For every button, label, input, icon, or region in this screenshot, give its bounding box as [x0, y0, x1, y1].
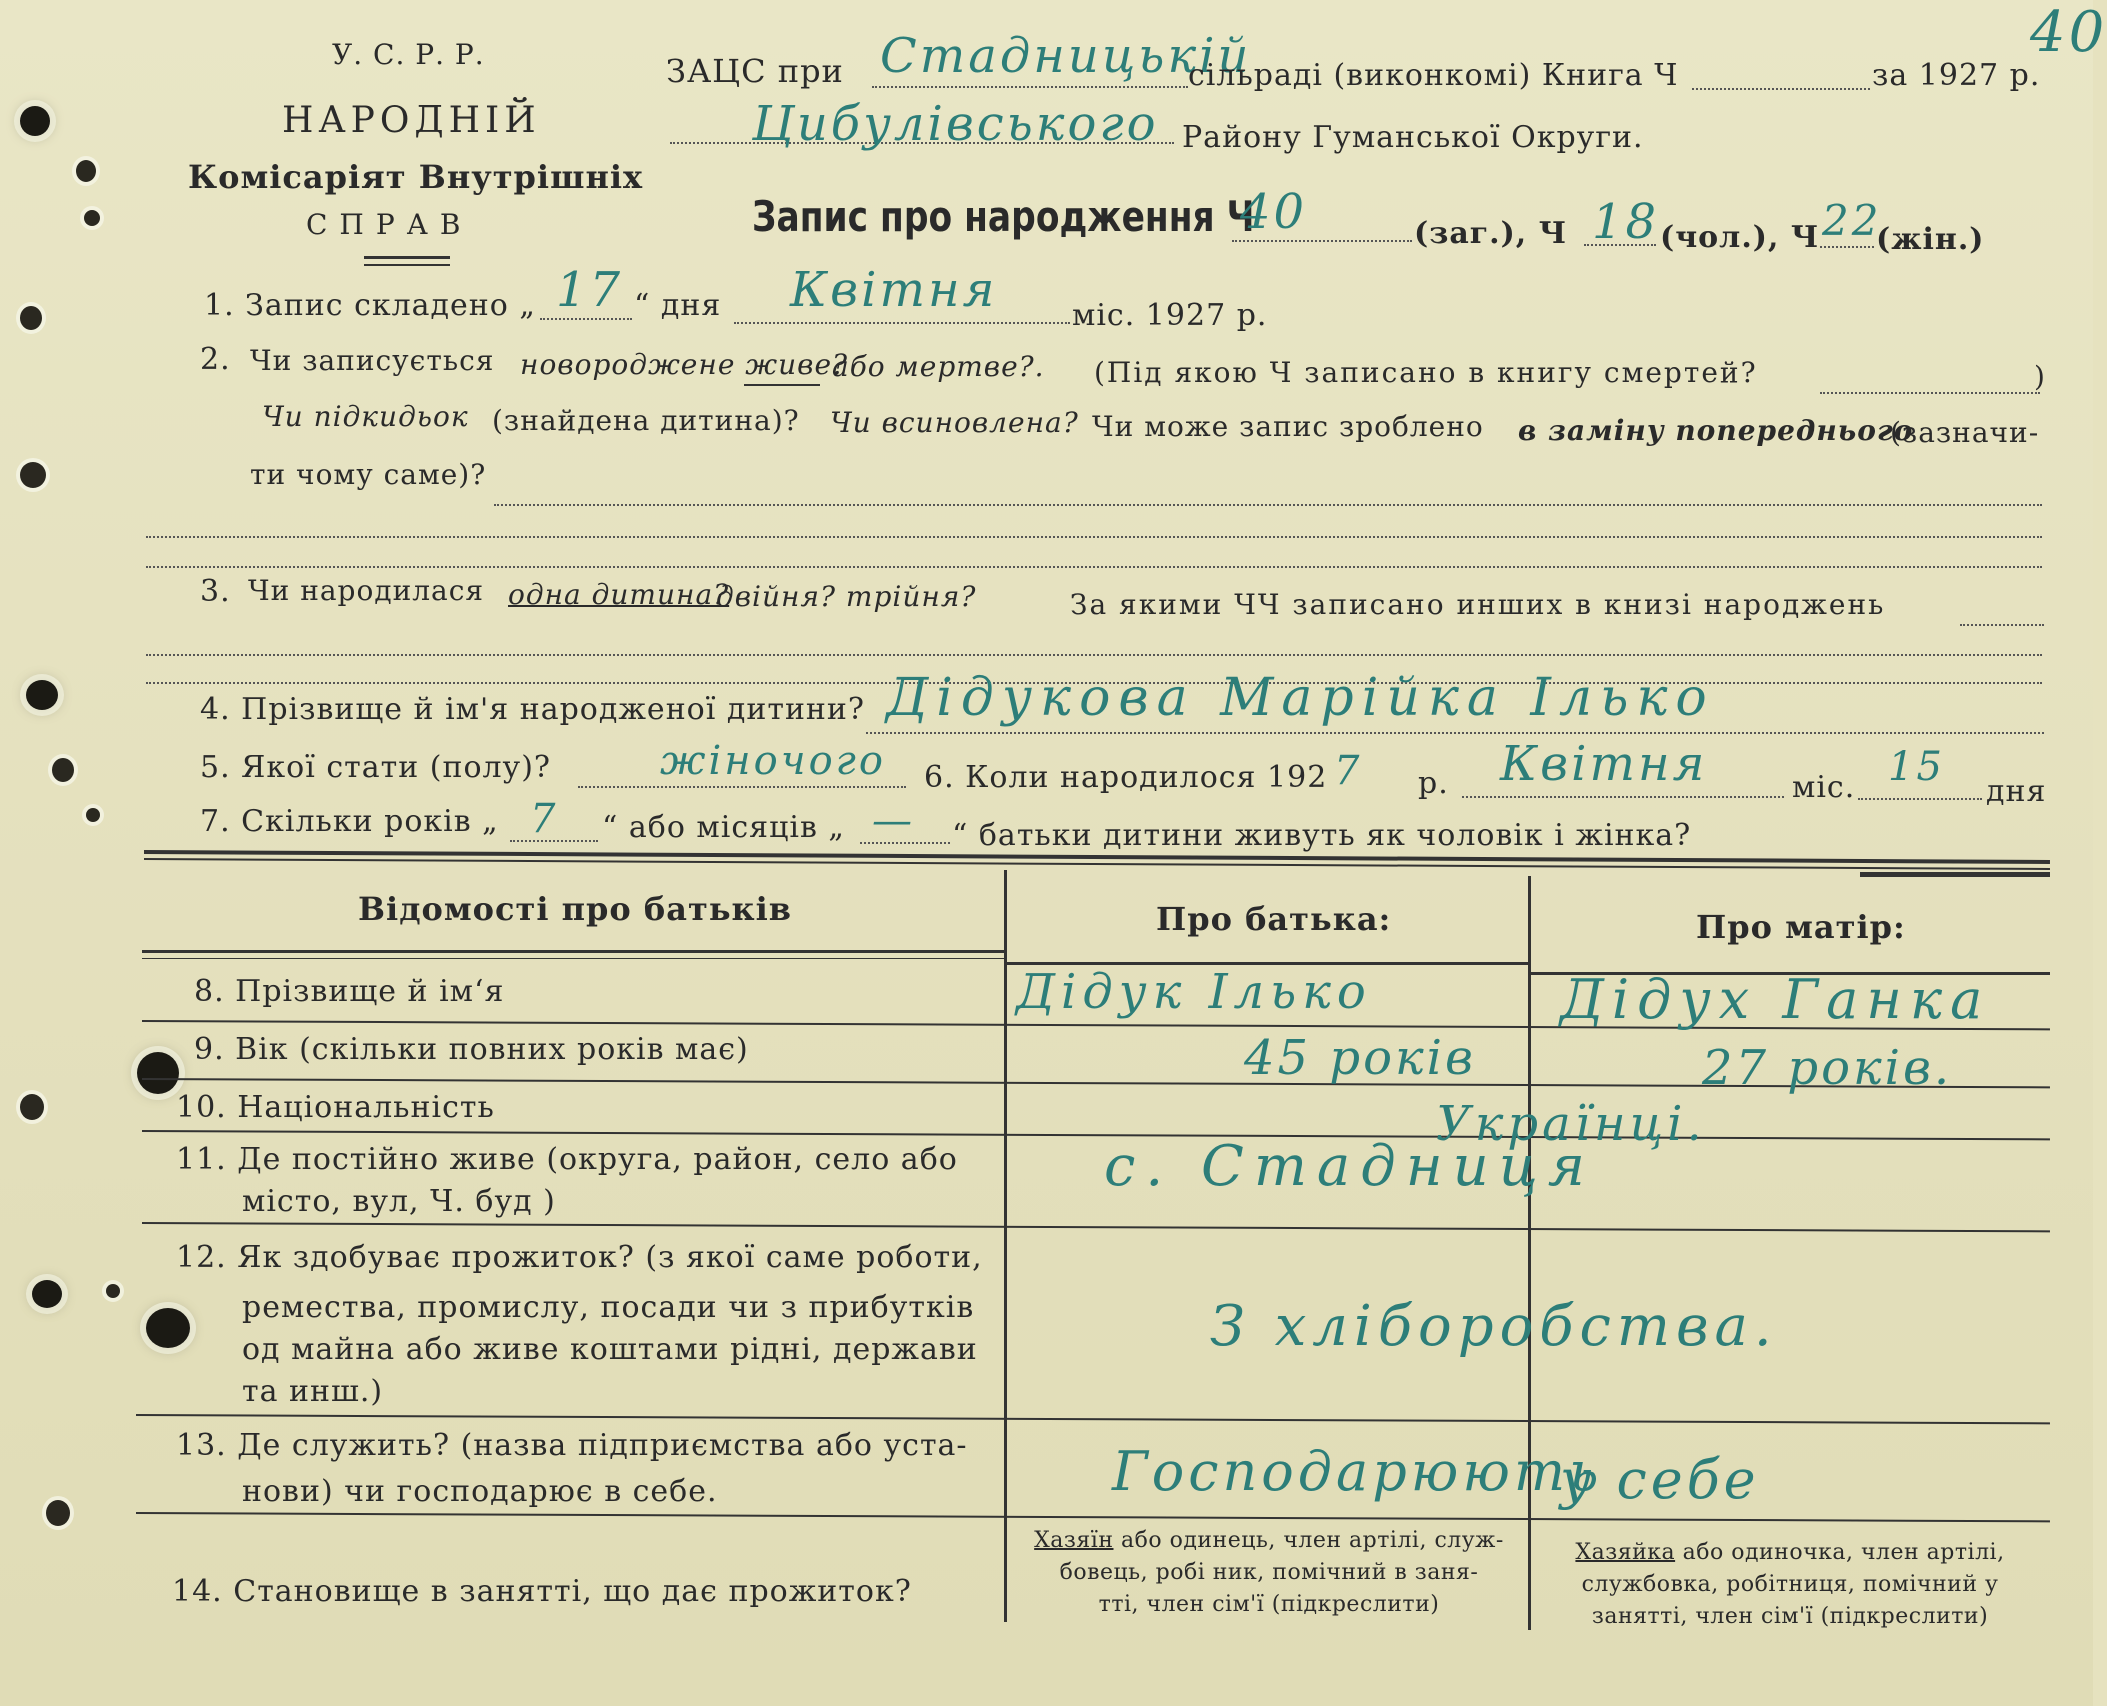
- item3-c: двійня? трійня?: [716, 580, 977, 613]
- item6-r: р.: [1418, 766, 1449, 801]
- item2-num: 2.: [200, 342, 231, 377]
- punch-hole: [20, 306, 42, 330]
- row11-label-a: 11. Де постійно живе (округа, район, село або: [176, 1142, 958, 1177]
- record-total-value: 40: [1240, 184, 1308, 240]
- row14-mother-options-3: занятті, член сім'ї (підкреслити): [1591, 1604, 1989, 1629]
- punch-hole: [26, 680, 58, 710]
- item2-line2-b: (знайдена дитина)?: [492, 404, 800, 437]
- punch-hole: [86, 808, 100, 822]
- item1-day-field: [540, 318, 632, 320]
- work-father-value: Господарюють: [1112, 1440, 1603, 1503]
- header-row-rule: [142, 958, 1006, 959]
- item1-month-field: [734, 322, 1070, 324]
- rayon-suffix: Району Гуманської Округи.: [1182, 120, 1644, 155]
- nationality-value: Українці.: [1436, 1096, 1706, 1152]
- item7-months-value: —: [872, 798, 915, 844]
- record-female-field: [1820, 246, 1874, 248]
- occupation-value: З хліборобства.: [1210, 1294, 1778, 1359]
- item4-value: Дідукова Марійка Ілько: [886, 668, 1715, 728]
- item1-day-value: 17: [556, 262, 624, 318]
- row-rule: [136, 1512, 2050, 1522]
- item1-month-value: Квітня: [790, 262, 998, 318]
- item2-reason-field-3: [146, 566, 2042, 568]
- item3-a: Чи народилася: [248, 574, 485, 607]
- row14-mother-options: [1540, 1540, 2040, 1565]
- row8-label: 8. Прізвище й ім‘я: [194, 974, 505, 1009]
- item2-line3: ти чому саме)?: [250, 458, 487, 491]
- item3-num: 3.: [200, 574, 231, 609]
- item2-e: ): [2034, 360, 2046, 393]
- item2-reason-field: [494, 504, 2042, 506]
- punch-hole: [20, 1094, 44, 1120]
- item4-label: 4. Прізвище й ім'я народженої дитини?: [200, 692, 866, 727]
- residence-value: с. Стадниця: [1104, 1134, 1595, 1199]
- punch-hole: [20, 462, 46, 488]
- header-row-rule: [142, 950, 1006, 953]
- row14-mother-option-rest: або одиночка, член артілі,: [1675, 1540, 2005, 1565]
- item1-prefix: 1. Запис складено „: [204, 288, 536, 323]
- header-sprav: СПРАВ: [306, 208, 473, 241]
- item4-field: [866, 732, 2044, 734]
- record-female-value: 22: [1822, 196, 1882, 245]
- item7-prefix: 7. Скільки років „: [200, 804, 499, 839]
- punch-hole: [32, 1280, 62, 1308]
- row12-label-c: од майна або живе коштами рідні, держави: [242, 1332, 978, 1367]
- row-rule: [142, 1222, 2050, 1232]
- record-total-field: [1232, 240, 1412, 242]
- row13-label-a: 13. Де служить? (назва підприємства або уста-: [176, 1428, 968, 1463]
- punch-hole: [146, 1308, 190, 1348]
- row14-father-options: [1016, 1528, 1522, 1553]
- item7-mid: “ або місяців „: [602, 810, 845, 845]
- header-rule: [364, 256, 450, 259]
- header-ussr: У. С. Р. Р.: [332, 38, 485, 71]
- item2-line2-c: Чи всиновлена?: [830, 406, 1079, 439]
- table-top-rule-right: [1860, 872, 2050, 877]
- item1-suffix: міс. 1927 р.: [1072, 298, 1268, 333]
- zags-selrada-field: [872, 86, 1188, 88]
- punch-hole: [137, 1052, 179, 1094]
- row12-label-b: ремества, промислу, посади чи з прибутків: [242, 1290, 975, 1325]
- row-rule: [142, 1130, 2050, 1140]
- record-male-suffix: (чол.), Ч: [1660, 220, 1820, 255]
- item2-c: або мертве?.: [832, 350, 1045, 383]
- father-name-value: Дідук Ілько: [1016, 964, 1372, 1020]
- record-female-suffix: (жін.): [1876, 222, 1985, 257]
- item2-reason-field-2: [146, 536, 2042, 538]
- item6-mis: міс.: [1792, 770, 1856, 805]
- item2-death-field: [1820, 392, 2040, 394]
- rayon-value: Цибулівського: [752, 96, 1159, 152]
- row14-label: 14. Становище в занятті, що дає прожиток?: [172, 1574, 912, 1609]
- row14-father-option-rest: або одинець, член артілі, служ-: [1113, 1528, 1504, 1553]
- row9-label: 9. Вік (скільки повних років має): [194, 1032, 749, 1067]
- table-vline-2: [1528, 876, 1531, 1630]
- zags-selrada-value: Стадницькій: [880, 28, 1252, 84]
- item6-day-value: 15: [1888, 744, 1945, 790]
- row14-mother-options-2: службовка, робітниця, помічний у: [1581, 1572, 1999, 1597]
- record-male-value: 18: [1592, 194, 1660, 250]
- row14-father-options-2: бовець, робі ник, помічний в заня-: [1059, 1560, 1479, 1585]
- corner-number: 40: [2030, 0, 2107, 65]
- row12-label-a: 12. Як здобуває прожиток? (з якої саме роботи,: [176, 1240, 983, 1275]
- item2-line2-d: Чи може запис зроблено: [1092, 410, 1484, 443]
- zags-book-field: [1692, 88, 1870, 90]
- work-mother-value: у себе: [1560, 1448, 1760, 1511]
- item3-b: одна дитина?: [508, 578, 730, 611]
- row13-label-b: нови) чи господарює в себе.: [242, 1474, 718, 1509]
- row-rule: [136, 1414, 2050, 1424]
- item6-dnya: дня: [1986, 774, 2047, 809]
- item2-line2-a: Чи підкидьок: [262, 400, 469, 433]
- row11-label-b: місто, вул, Ч. буд ): [242, 1184, 556, 1219]
- zags-year: за 1927 р.: [1872, 58, 2041, 93]
- record-title-label: Запис про народження Ч: [752, 192, 1255, 241]
- row14-father-options-3: тті, член сім'ї (підкреслити): [1098, 1592, 1440, 1617]
- item6-month-value: Квітня: [1500, 736, 1708, 792]
- item2-b: [520, 348, 848, 381]
- item1-mid: “ дня: [634, 288, 722, 323]
- row14-mother-option-selected: Хазяйка: [1575, 1540, 1676, 1565]
- zags-prefix: ЗАЦС при: [666, 52, 844, 90]
- row14-father-option-selected: Хазяїн: [1034, 1528, 1114, 1553]
- mother-name-value: Дідух Ганка: [1560, 968, 1991, 1031]
- item6-year-value: 7: [1334, 748, 1363, 794]
- punch-hole: [52, 758, 74, 782]
- item3-field: [1960, 624, 2044, 626]
- header-rule: [364, 264, 450, 266]
- punch-hole: [76, 160, 96, 182]
- item2-line2-e: в заміну попереднього: [1518, 414, 1914, 447]
- item5-value: жіночого: [660, 738, 886, 784]
- punch-hole: [84, 210, 100, 226]
- punch-hole: [106, 1284, 120, 1298]
- item6-label: 6. Коли народилося 192: [924, 760, 1328, 795]
- mother-age-value: 27 років.: [1702, 1040, 1953, 1096]
- item2-line2-f: (зазначи-: [1890, 416, 2040, 449]
- punch-hole: [20, 106, 50, 136]
- item2-a: Чи записується: [250, 344, 495, 377]
- col-header-father: Про батька:: [1156, 900, 1392, 938]
- header-komisariat: Комісаріят Внутрішніх: [188, 158, 644, 196]
- zags-selrada-suffix: сільраді (виконкомі) Книга Ч: [1188, 58, 1679, 93]
- col-header-mother: Про матір:: [1696, 908, 1906, 946]
- record-total-suffix: (заг.), Ч: [1414, 216, 1568, 251]
- item2-b-text: новороджене живе?: [520, 348, 849, 381]
- header-narodniy: НАРОДНІЙ: [282, 100, 541, 141]
- item3-d: За якими ЧЧ записано инших в книзі народжень: [1070, 588, 1886, 621]
- item2-d: (Під якою Ч записано в книгу смертей?: [1094, 356, 1758, 389]
- row10-label: 10. Національність: [176, 1090, 495, 1125]
- item6-month-field: [1462, 796, 1784, 798]
- table-vline-1: [1004, 870, 1007, 1622]
- item5-field: [578, 786, 906, 788]
- father-age-value: 45 років: [1244, 1030, 1476, 1086]
- item5-label: 5. Якої стати (полу)?: [200, 750, 551, 785]
- item2-underline-alive: [744, 384, 820, 386]
- item3-field-2: [146, 654, 2042, 656]
- item6-day-field: [1858, 798, 1982, 800]
- col-header-info: Відомості про батьків: [358, 890, 793, 928]
- item7-suffix: “ батьки дитини живуть як чоловік і жінка?: [952, 818, 1692, 853]
- punch-hole: [46, 1500, 70, 1526]
- item7-years-value: 7: [530, 796, 559, 842]
- row12-label-d: та инш.): [242, 1374, 384, 1409]
